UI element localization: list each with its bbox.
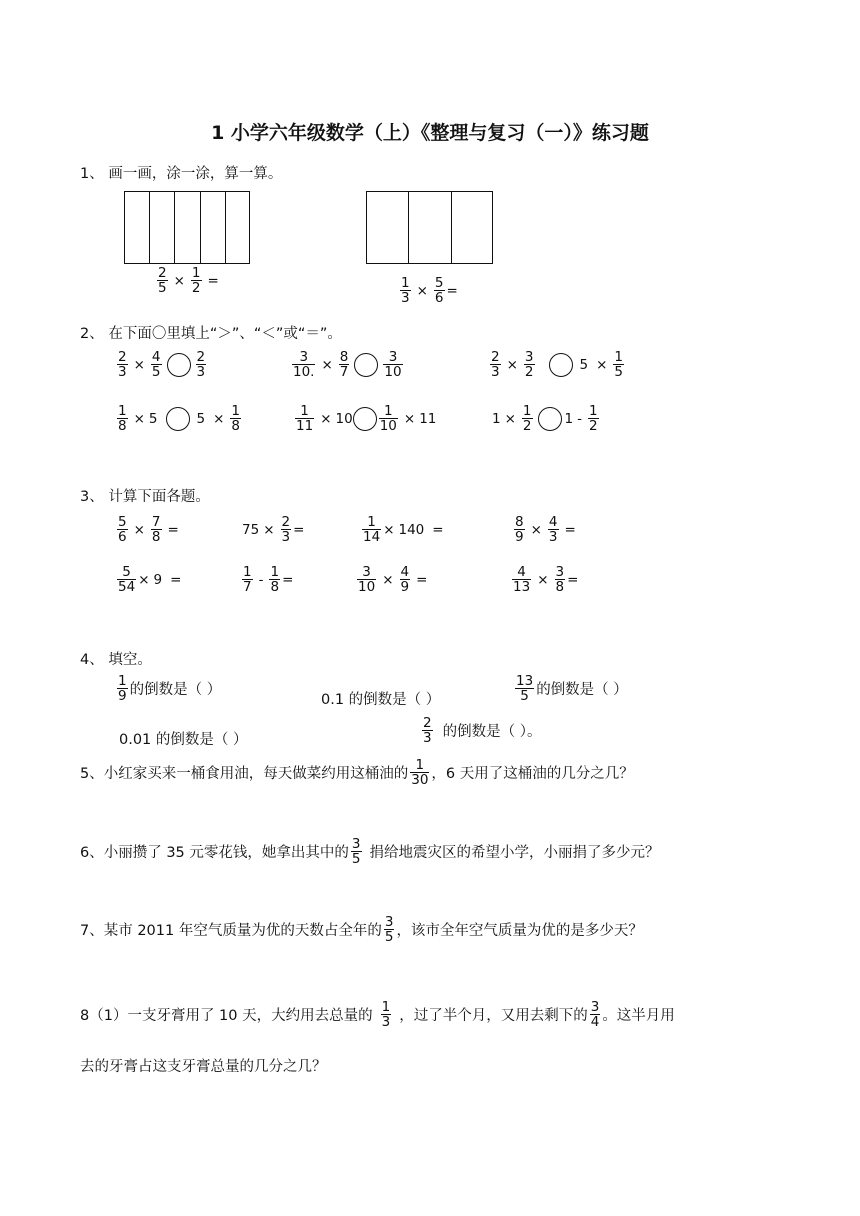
q4-blank-a: $\frac{1}{9}$ 的倒数是（ ）	[118, 673, 222, 705]
q3-item-d: $\frac{8}{9}$ × $\frac{4}{3}$ =	[515, 514, 576, 546]
compare-circle[interactable]	[166, 407, 190, 431]
q4-blank-d: 0.01 的倒数是（ ）	[119, 732, 248, 748]
q2-item-2: $\frac{3}{10.}$ × $\frac{8}{7}$ $\frac{3}{10}$	[293, 349, 402, 381]
q2-item-1: $\frac{2}{3}$ × $\frac{4}{5}$ $\frac{2}{3}$	[118, 349, 206, 381]
compare-circle[interactable]	[353, 407, 377, 431]
grid-box-three	[366, 191, 493, 264]
q1-expr-b: $\frac{1}{3}$ × $\frac{5}{6}$ =	[401, 275, 458, 307]
q4-blank-b: 0.1 的倒数是（ ）	[321, 692, 441, 708]
q2-item-5: $\frac{1}{11}$ × 10 $\frac{1}{10}$ × 11	[296, 403, 437, 435]
q4-blank-c: $\frac{13}{5}$ 的倒数是（ ）	[516, 673, 628, 705]
q4-blank-e: $\frac{2}{3}$ 的倒数是（ ）。	[423, 715, 542, 747]
q3-item-c: $\frac{1}{14}$ × 140 =	[363, 514, 444, 546]
q1-label: 1、 画一画，涂一涂，算一算。	[80, 166, 283, 182]
q3-item-e: $\frac{5}{54}$ × 9 =	[118, 564, 182, 596]
compare-circle[interactable]	[538, 407, 562, 431]
page-title: 1 小学六年级数学（上）《整理与复习（一）》练习题	[211, 122, 649, 144]
q2-item-3: $\frac{2}{3}$ × $\frac{3}{2}$ 5 × $\frac{1}{5}$	[491, 349, 623, 381]
q8-question: 8（1）一支牙膏用了 10 天，大约用去总量的 $\frac{1}{3}$ ，过了半个月，又用去剩下的 $\frac{3}{4}$ 。这半月用	[80, 999, 675, 1031]
compare-circle[interactable]	[167, 353, 191, 377]
q3-item-b: 75 × $\frac{2}{3}$ =	[242, 514, 305, 546]
q3-item-a: $\frac{5}{6}$ × $\frac{7}{8}$ =	[118, 514, 179, 546]
q3-label: 3、 计算下面各题。	[80, 489, 210, 505]
q3-item-h: $\frac{4}{13}$ × $\frac{3}{8}$ =	[513, 564, 579, 596]
q1-expr-a: $\frac{2}{5}$ × $\frac{1}{2}$ =	[158, 265, 219, 297]
compare-circle[interactable]	[549, 353, 573, 377]
q3-item-g: $\frac{3}{10}$ × $\frac{4}{9}$ =	[358, 564, 428, 596]
q5-question: 5、小红家买来一桶食用油，每天做菜约用这桶油的 $\frac{1}{30}$ ，6 天用了这桶油的几分之几？	[80, 757, 634, 789]
q8-question-line2: 去的牙膏占这支牙膏总量的几分之几？	[80, 1059, 327, 1075]
q2-label: 2、 在下面〇里填上“＞”、“＜”或“＝”。	[80, 326, 342, 342]
q7-question: 7、某市 2011 年空气质量为优的天数占全年的 $\frac{3}{5}$ ，该市全年空气质量为优的是多少天？	[80, 914, 643, 946]
q2-item-4: $\frac{1}{8}$ × 5 5 × $\frac{1}{8}$	[118, 403, 240, 435]
q4-label: 4、 填空。	[80, 652, 152, 668]
q3-item-f: $\frac{1}{7}$ - $\frac{1}{8}$ =	[243, 564, 294, 596]
grid-box-five	[124, 191, 250, 264]
q6-question: 6、小丽攒了 35 元零花钱，她拿出其中的 $\frac{3}{5}$ 捐给地震灾区的希望小学，小丽捐了多少元？	[80, 836, 660, 868]
compare-circle[interactable]	[354, 353, 378, 377]
q2-item-6: 1 × $\frac{1}{2}$ 1 - $\frac{1}{2}$	[492, 403, 598, 435]
